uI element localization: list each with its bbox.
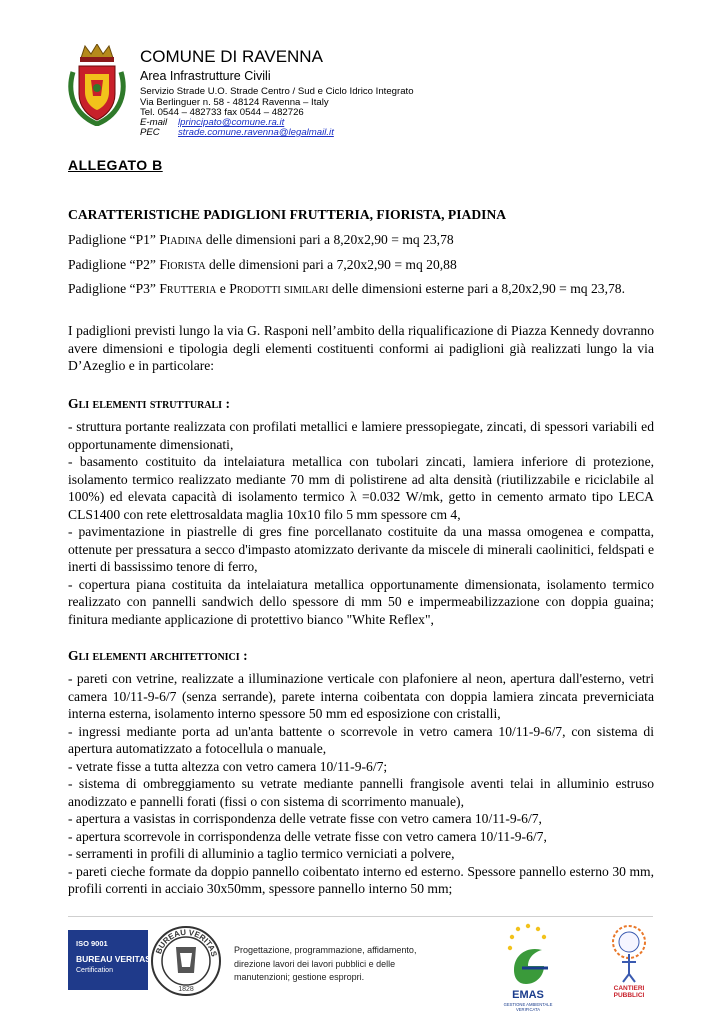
bureau-veritas-certification-logo [68,930,151,990]
list-item: - struttura portante realizzata con profilati metallici e lamiere pressopiegate, zincati, di spessori variabili ed opportunamente dimensionati, [68,419,654,452]
pavilion-p1 [68,231,654,249]
pavilion-p1-code: Padiglione “P1” [68,232,160,247]
pec-link[interactable]: strade.comune.ravenna@legalmail.it [178,127,334,138]
structural-list [68,418,654,628]
pavilion-p3-conj: e [216,281,230,296]
intro-paragraph: I padiglioni previsti lungo la via G. Rasponi nell’ambito della riqualificazione di Piazza Kennedy dovranno avere dimensioni e tipologia degli elementi costituenti conformi ai padiglioni già realizzati lungo la via D’Azeglio e in particolare: [68,323,654,373]
certification-label: Certification [76,967,113,974]
bureau-veritas-seal-icon [150,925,222,997]
pavilion-p3-type2: Prodotti similari [229,281,329,296]
list-item: - vetrate fisse a tutta altezza con vetro camera 10/11-9-6/7; [68,758,388,774]
emas-sub2: VERIFICATA [515,1007,541,1012]
pavilion-p3 [68,280,654,298]
list-item: - sistema di ombreggiamento su vetrate mediante pannelli frangisole aventi telai in alluminio estruso anodizzato e pannelli forati (fissi o con sistema di scorrimento manuale), [68,776,654,809]
comune-ravenna-crest-logo [67,44,127,126]
footer-services-text: Progettazione, programmazione, affidamento, direzione lavori dei lavori pubblici e delle manutenzioni; gestione espropri. [234,945,417,982]
architectural-list [68,670,654,898]
footer-divider [68,916,653,917]
email-link[interactable]: lprincipato@comune.ra.it [178,117,285,128]
heading-structural-elements: Gli elementi strutturali : [68,396,230,411]
attachment-label: ALLEGATO B [68,157,163,173]
pavilion-p2-type: Fiorista [159,257,206,272]
emas-sub1: GESTIONE AMBIENTALE [503,1002,553,1007]
list-item: - copertura piana costituita da intelaiatura metallica opportunamente dimensionata, isolamento termico realizzato con pannelli sandwich dello spessore di mm 50 e impermeabilizzazione con doppia guaina; finitura mediante applicazione di protettivo bianco "White Reflex", [68,576,654,627]
emas-label: EMAS [512,989,544,1001]
emas-logo [498,922,558,1014]
heading-architectural-elements: Gli elementi architettonici : [68,648,248,663]
list-item: - pavimentazione in piastrelle di gres fine porcellanato costituite da una massa omogenea e compatta, ottenute per pressatura a secco d'impasto atomizzato derivante da miscele di minerali caolinitici, feldspati e inerti di bassissimo tenore di ferro, [68,524,654,574]
list-item: - apertura a vasistas in corrispondenza delle vetrate fisse con vetro camera 10/11-9-6/7, [68,811,542,826]
list-item: - serramenti in profili di alluminio a taglio termico verniciati a polvere, [68,846,455,861]
organization-title: COMUNE DI RAVENNA [140,47,323,66]
list-item: - pareti cieche formate da doppio pannello coibentato interno ed esterno. Spessore pannello esterno 30 mm, profili correnti in acciaio 30x50mm, spessore pannello interno 50 mm; [68,863,654,896]
list-item: - basamento costituito da intelaiatura metallica con tubolari zincati, lamiera inferiore di protezione, isolamento termico realizzato mediante 70 mm di polistirene ad alta densità (riutilizzabile e riciclabile al 100%) ed elevata capacità di isolamento termico λ =0.032 W/mk, getto in cemento armato tipo LECA CLS1400 con rete elettrosaldata maglia 10x10 filo 5 mm spessore cm 4, [68,454,654,522]
seal-text: BUREAU VERITAS [154,927,219,958]
phone-fax: Tel. 0544 – 482733 fax 0544 – 482726 [140,107,304,118]
pavilion-p2 [68,256,654,274]
pavilion-p3-type: Frutteria [159,281,217,296]
cantieri-label: CANTIERI [613,985,645,992]
pavilion-p1-size: delle dimensioni pari a 8,20x2,90 = mq 23,78 [202,232,454,247]
cantieri-pubblici-logo [604,922,654,1000]
seal-year: 1828 [178,986,194,993]
pavilion-p1-type: Piadina [159,232,203,247]
pavilion-p3-size: delle dimensioni esterne pari a 8,20x2,90 = mq 23,78. [328,281,625,296]
iso-label: ISO 9001 [76,939,108,948]
document-title: CARATTERISTICHE PADIGLIONI FRUTTERIA, FIORISTA, PIADINA [68,207,507,222]
list-item: - apertura scorrevole in corrispondenza delle vetrate fisse con vetro camera 10/11-9-6/7, [68,828,547,844]
pavilion-p3-code: Padiglione “P3” [68,281,160,296]
service-name: Servizio Strade U.O. Strade Centro / Sud e Ciclo Idrico Integrato [140,86,414,97]
pec-row [140,127,334,138]
certifier-name: BUREAU VERITAS [76,954,151,964]
address: Via Berlinguer n. 58 - 48124 Ravenna – Italy [140,97,329,108]
pec-label: PEC [140,127,160,138]
pavilion-p2-code: Padiglione “P2” [68,257,160,272]
department-name: Area Infrastrutture Civili [140,69,271,83]
pubblici-label: PUBBLICI [613,992,645,999]
list-item: - ingressi mediante porta ad un'anta battente o scorrevole in vetro camera 10/11-9-6/7, con sistema di apertura automatizzato a fotocellula o manuale, [68,723,654,756]
list-item: - pareti con vetrine, realizzate a illuminazione verticale con plafoniere al neon, apertura dall'esterno, vetri camera 10/11-9-6/7 (senza serrande), parete interna coibentata con doppia lamiera zincata preverniciata interna esterna, isolamento interno spessore 50 mm ed esposizione con cristalli, [68,671,654,721]
email-label: E-mail [140,117,168,128]
pavilion-p2-size: delle dimensioni pari a 7,20x2,90 = mq 20,88 [205,257,457,272]
